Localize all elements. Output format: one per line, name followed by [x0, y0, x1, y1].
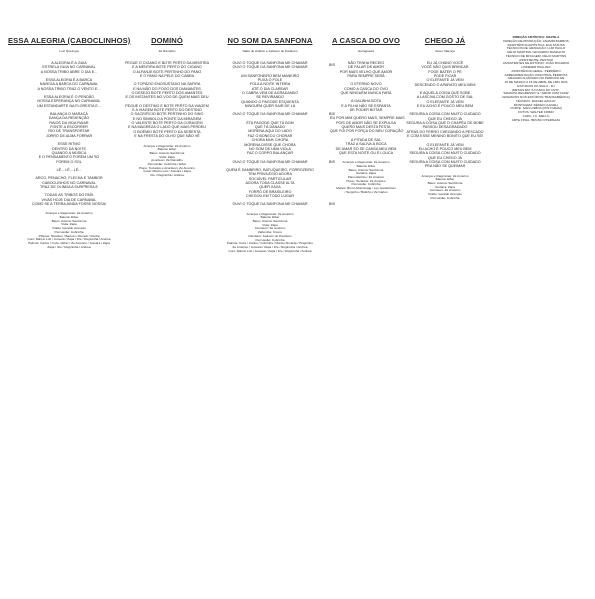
ficha-line: ARTE FINAL: BRUNO OTERNAZA — [511, 117, 561, 122]
lyric-line: A GALINHA BOTA — [350, 99, 382, 104]
credit-line: Palmas: Cuzé / Carlos / Cobrinha / Márcio Almeida / Pinguinho — [227, 241, 313, 246]
lyric-line: QUE ESTA NOITE OU É LOUCA — [338, 150, 394, 155]
song-author: Alceu Valença — [435, 49, 455, 53]
bis-marker: BIS — [329, 63, 335, 67]
lyric-line: E A MENTIRA BOTE PERTO DO CIGANO — [132, 65, 202, 70]
lyric-line: E OS INSTANTES NO VOO DE QUEM MAIS DEU — [125, 95, 209, 100]
lyric-stanza — [330, 138, 402, 155]
credit-line: Guitarra: Zapa — [435, 184, 455, 189]
lyric-stanza — [8, 176, 130, 189]
lyric-line: ESSE RITMO — [57, 142, 81, 147]
lyric-line: UM SANFONEIRO BEM MANEIRO — [240, 73, 300, 78]
credit-line: / Serginho / Bidinho / Zé Carlos — [344, 189, 388, 194]
lyric-line: CHEGOU EM TODO LUGAR — [245, 193, 294, 198]
lyric-line: PEGUE O DESTINO E BOTE PERTO DA VIAGEM — [125, 103, 209, 108]
lyric-line: OUVI O TOQUE DA SANFONA ME CHAMAR — [232, 61, 308, 65]
lyric-line: NINGUÉM QUER SAIR DE LÁ — [244, 104, 296, 109]
ficha-line: "MARCHA REGRESSO" E "AMOR COM CAFÉ" — [502, 91, 570, 96]
lyric-line: E O PENSAMENTO FOREM UM SÓ — [38, 155, 100, 160]
lyric-line: LÊ... LÊ... LÊ... — [56, 167, 82, 172]
credit-line: Zabumba: Cícero — [258, 230, 282, 235]
lyric-line: ESTRELA GUIA NO CARNAVAL — [42, 65, 96, 70]
ficha-line: ASSISTÊNCIA GERAL: PERPÉRIO — [511, 68, 561, 73]
credit-line: Coro: Márcio Lott / Jussara / Zapa / Ilze / Regininha / Andrea — [27, 237, 111, 242]
lyric-line: DE PODER BOTAR — [349, 108, 383, 113]
lyric-line: SEGURA A COISA QUE O CHAPÉU DE BOBE — [406, 121, 484, 126]
lyric-line: E NA MAGREZA O LADO QUE MAIS PERDEU — [128, 125, 206, 130]
lyric-line: E NA MÃO DO FOGO DOS DIAMANTES — [133, 86, 201, 91]
ficha-line: MONTAGEM: SÉRGIO (LEVEL) — [513, 102, 559, 107]
song-title: DOMINÓ — [151, 36, 183, 45]
credit-line: Acordeon: Zé Ramalho — [151, 158, 183, 163]
lyric-line: A LASCIVA COM GOSTO DE SAL — [416, 95, 474, 100]
lyric-line: FOGE BATER O PÉ — [428, 69, 462, 74]
lyric-line: O BOÊMIO BOTE PERTO DA SERESTA — [133, 129, 201, 134]
lyric-line: O TOPÁZIO ENCRUSTADO NA SAFIRA — [133, 82, 201, 87]
lyric-stanza — [215, 121, 325, 156]
lyric-line: MORENA AQUI DO LADO — [248, 129, 292, 134]
ficha-line: ASSISTÊNCIA ARTÍSTICA: EVA STAUSS — [507, 42, 565, 47]
ficha-line: CAPA: J.C. MELLO — [522, 113, 550, 118]
lyric-line: A ALEGRIA É A GUIA — [51, 61, 87, 65]
credit-line: Vocal: Márcio Lott / Jussara / Zapa — [143, 169, 191, 174]
lyric-line: O SACRIFÍCIO BOTE PERTINHO DO SINO — [130, 112, 204, 117]
lyric-stanza — [112, 82, 222, 99]
lyric-line: FOLA A NOITE INTEIRA — [249, 82, 291, 87]
lyric-line: QUERO MAIS DESTA FESTA — [341, 125, 391, 130]
lyric-line: SE REVIRANDO — [256, 95, 284, 100]
ficha-tecnica — [482, 36, 590, 122]
song-lyrics — [112, 61, 222, 139]
lyric-line: E AQUELA COISA QUE SOBE — [419, 91, 471, 96]
lyric-stanza — [215, 202, 335, 207]
lyric-line: CABOCLINHOS NO CARNAVAL — [42, 180, 96, 185]
credit-line: Percussão: Cobrinha — [430, 195, 460, 200]
lyric-line: EU ACHO É POUCO MEU BEM — [418, 146, 472, 151]
credit-line: Arranjos e Regências: Zé Américo — [342, 160, 390, 165]
song-column-3 — [215, 36, 335, 253]
ficha-line: ASSISTENTES DE ESTÚDIO: JOÃO RICARDO — [502, 61, 570, 66]
lyric-line: ESSA ALEGRIA É A BARCA — [45, 78, 93, 83]
lyric-stanza — [400, 112, 490, 138]
lyric-line: VOCÊ NÃO QUIS BRINCAR — [421, 65, 469, 70]
credit-line: Ilze / Regininha / Andrea — [150, 173, 184, 178]
ficha-line: FOTOS: WALTER FIRMO — [518, 110, 554, 114]
song-column-2 — [112, 36, 222, 178]
credit-line: Arranjos e Regências: Zé Américo — [421, 173, 469, 178]
credit-line: Arranjos e Regências: Zé Américo — [45, 211, 93, 216]
credit-line: Zé Américo / Jussara / Zapa / Ilze / Regininha / Andrea — [232, 244, 308, 249]
lyric-line: QUE FOI POR FORÇA DO MEU CORAÇÃO — [330, 129, 404, 134]
song-title: CHEGO JÁ — [424, 36, 466, 45]
lyric-line: E EU ACHO É POUCO MEU BEM — [416, 104, 474, 109]
lyric-line: DANÇA DA REDENÇÃO — [48, 116, 90, 121]
ficha-line: TÉCNICO: RAFAEL AZULAY — [516, 98, 556, 103]
credit-line: Viola: Zapa — [159, 154, 175, 159]
lyric-line: O VALENTE BOTE PERTO DA CORAGEM — [131, 121, 203, 126]
lyric-line: PEGUE O CIGANO E BOTE PERTO DA MENTIRA — [124, 61, 210, 65]
lyric-line: COMO SE A TERRA AINDA FOSSE NOSSA! — [31, 201, 107, 206]
lyric-line: O ALFANJE BOTE PERTINHO DO PANO — [132, 69, 202, 74]
ficha-line: ARREGIMENTAÇÃO: PASCHOAL PERROTA — [504, 72, 568, 77]
lyric-line: DE AMAR SÓ SE CANSA MEU BEM — [335, 146, 397, 151]
credit-line: Arranjos e Regências: Zé Américo — [143, 143, 191, 148]
credit-line: Coro: Márcio Lott / Jussara / Zapa / Ilze / Regininha / Andrea — [228, 248, 312, 253]
song-author: Zé Ramalho — [158, 49, 176, 53]
lyric-line: SOCIÁVEL PARTICULAR — [248, 176, 292, 181]
lyric-line: EU JÁ CHANO VOCÊ — [426, 61, 464, 65]
credit-line: Bateria: Elber — [260, 215, 280, 220]
ficha-line: ASSISTENTE: PESTOR — [519, 57, 553, 62]
ficha-line: GRAVADOS NOS ESTÚDIOS TRANSAMÉRICA) — [502, 95, 570, 99]
song-credits — [400, 175, 490, 201]
song-author: Luiz Queiroga — [59, 49, 79, 53]
lyric-stanza — [215, 159, 335, 164]
lyric-line: QUE TÁ DANADO — [254, 125, 286, 130]
lyric-line: JORRO DE ALMA FORRAR — [45, 133, 93, 138]
ficha-line: CÉLIO MARTINS / EDUARDO RAMALHO — [506, 50, 566, 54]
credit-line: Pandeiro: Jackson do Pandeiro — [248, 233, 292, 238]
credit-line: Percussão: Cobrinha — [54, 229, 84, 234]
lyric-line: FORRÓ DE BRASILEIRO — [248, 189, 292, 194]
credit-line: Piano, Teclados e Acordeon: Zé Américo — [139, 165, 195, 170]
lyric-line: VIVAS HOJE DIA DE CARNAVAL — [41, 197, 97, 202]
lyric-line: E COM ESSE MENINO BONITO QUE EU SEI — [407, 134, 483, 139]
lyric-line: DESCENDO O APARATO MEU BEM — [414, 82, 476, 87]
lyric-stanza — [400, 61, 490, 87]
ficha-line: TÉCNICOS DE GRAVAÇÃO: LUIZ PAULO — [506, 46, 566, 51]
lyric-stanza — [112, 61, 222, 78]
lyric-line: FONTE A ESCORRER — [50, 125, 88, 130]
lyric-stanza — [215, 74, 325, 109]
credit-line: Baixo: Antonio Sant'Anna — [252, 219, 288, 224]
lyric-line: QUANDO O PAGODE ESQUENTA — [241, 99, 299, 104]
bis-marker: BIS — [329, 202, 335, 207]
lyric-line: PRA NÃO SE QUEIMAR — [424, 164, 466, 169]
lyric-line: NAVEGA A BARCA DO CARNAVAL — [39, 82, 99, 87]
song-author: Nabé do Acáfico e Jackson do Pandeiro — [242, 49, 298, 53]
lyric-line: ESSA ALEGRIA É O PENDÃO — [43, 95, 95, 100]
song-lyrics — [400, 61, 490, 169]
lyric-line: A NOSSA TRIBO ABRE O DIA E... — [40, 69, 98, 74]
lyric-line: BALANÇA O MARACÁ — [50, 112, 88, 117]
lyric-line: TODAS AS TRIBOS DO PAÍS — [44, 193, 94, 198]
lyric-line: QUE EU CHEGO JÁ — [427, 116, 462, 121]
bis-marker: BIS — [329, 159, 335, 164]
lyric-line: ARCO, PENACHO, FLECHA E TAMBOR — [35, 176, 103, 181]
song-title: NO SOM DA SANFONA — [227, 36, 313, 45]
lyric-line: TRAZ DE OLINDA A SURPRESA E — [40, 184, 98, 189]
lyric-stanza — [330, 61, 402, 78]
lyric-line: DENTRO DA NOITE — [52, 146, 86, 151]
ficha-line: GRAVADO E MIXADO NO PERÍODO DE — [507, 76, 565, 81]
lyric-line: CHORA MUK CHORA — [251, 138, 289, 143]
lyric-line: E A FILHA NÃO SE ESPANTA — [341, 103, 391, 108]
song-credits — [8, 212, 130, 249]
credit-line: Acordeon: Zé Américo — [429, 188, 461, 193]
lyric-line: O ELEFANTE JÁ VEM — [426, 142, 464, 147]
song-lyrics — [215, 61, 335, 207]
lyric-line: TRAZ A SALIVA À BOCA — [345, 142, 387, 147]
credit-line: Violão: Geraldo Azevedo — [428, 192, 462, 197]
lyric-line: ATRÁS DO FERRO CHEGANDO A PESCADO — [406, 129, 484, 134]
lyric-line: POIS DE AMOR NÃO SE EXPULSA — [336, 120, 396, 125]
lyric-line: E O PANO NA PELE DO CABRA — [139, 74, 195, 79]
lyric-line: PODE FICAR — [433, 74, 457, 79]
credit-line: Arranjos e Regências: Zé Américo — [246, 211, 294, 216]
lyric-line: ÉTA PAGODE QUE TÁ BOM — [246, 120, 294, 125]
lyric-line: FAZ O CORPO BALANÇAR — [246, 151, 294, 156]
lyric-stanza — [400, 91, 490, 108]
song-credits — [215, 213, 325, 254]
credit-line: Percussão: Cobrinha / Elber — [147, 162, 187, 167]
lyric-line: PASSOU DESAGRADADO — [422, 125, 468, 130]
lyric-line: COMO A CASCA DO OVO — [344, 86, 388, 91]
song-credits — [330, 161, 402, 194]
lyric-line: TEM PRIVILÉGIO AGORA — [248, 172, 292, 177]
lyric-stanza — [330, 82, 402, 95]
lyric-line: QUE EU CHEGO JÁ — [427, 155, 462, 160]
lyric-line: E A VIAGEM BOTE PERTO DO DESTINO — [132, 108, 202, 113]
lyric-line: RIO DE TRANSPORTAR — [48, 129, 90, 134]
lyric-line: MORENA DISSE QUE CHORA — [244, 142, 296, 147]
credit-line: Zapa / Ilze / Regininha / Andrea — [47, 244, 91, 249]
lyric-stanza — [330, 99, 402, 112]
lyric-line: O DESEJO BOTE PERTO DOS AMANTES — [131, 91, 203, 96]
lyric-line: SEGURA A COISA COM MUITO CUIDADO — [409, 151, 481, 156]
lyric-line: PARA SEMPRE SERÁ — [347, 74, 385, 79]
lyric-line: EU POR MIM QUERO MAIS, SEMPRE MAIS — [330, 116, 405, 121]
lyric-line: O ELEFANTE JÁ VEM — [426, 99, 464, 104]
credit-line: Guitarra: Zapa — [356, 171, 376, 176]
credit-line: Baixo: Antonio Sant'Anna — [51, 218, 87, 223]
lyric-line: DE FALAR DE AMOR — [348, 65, 384, 70]
song-author: Guriagueira — [357, 49, 375, 53]
credit-line: Metais: Bruno Moriscoaja / Leo Gandelman — [336, 186, 396, 191]
lyric-line: SEGURA A COISA COM MUITO CUIDADO — [409, 159, 481, 164]
lyric-line: QUEM É SAMBEIRO, BATUQUEIRO, FORROZEIRO — [226, 167, 314, 172]
credit-line: Bateria: Elber — [435, 177, 455, 182]
lyric-line: O CABRA VEM DE AGRADANDO — [241, 91, 299, 96]
lyric-line: QUANDO A MÚSICA — [51, 150, 87, 155]
lyric-stanza — [215, 61, 335, 70]
lyric-line: AGORA TODA CLASSE ALTA — [245, 180, 295, 185]
credit-line: Baixo: Antonio Sant'Anna — [149, 150, 185, 155]
credit-line: Bateria: Elber — [356, 163, 376, 168]
lyric-stanza — [112, 104, 222, 139]
credit-line: Acordeon: Zé Américo — [254, 226, 286, 231]
ficha-line: LINDEMIR PAULINO — [521, 65, 551, 69]
lyric-line: O ELEFANTE JÁ VEM — [426, 78, 464, 83]
bis-marker: BIS — [329, 112, 335, 117]
credit-line: Piano, Teclados: Zé Américo — [346, 178, 386, 183]
song-title: ESSA ALEGRIA (CABOCLINHOS) — [8, 36, 131, 45]
lyric-line: E NO SÍMBOLO A PONTE DA MIRAGEM — [132, 116, 202, 121]
ficha-line: (METAIS EM "A CASCA DO OVO", — [511, 87, 561, 92]
credit-line: Violão: Geraldo Azevedo — [52, 226, 86, 231]
credit-line: Palmas: Carlos / Cuzé / Elber / Zé Américo / Jussara / Zapa — [28, 240, 110, 245]
ficha-line: ESTÚDIOS DA SIGLA - RJ — [517, 83, 555, 88]
song-lyrics — [330, 61, 405, 155]
lyric-line: ATÉ O DIA CLAREAR — [251, 86, 289, 91]
lyric-stanza — [400, 143, 490, 169]
song-credits — [112, 145, 222, 178]
lyric-line: POR MAIS VELHO QUE AMOR — [339, 69, 393, 74]
lyric-stanza — [215, 168, 325, 198]
lyric-line: A PITADA DE SAL — [350, 137, 382, 142]
credit-line: Piano Elétrico: Zé Américo — [347, 175, 385, 179]
ficha-line: DIREÇÃO DE PRODUÇÃO: ANAMIR BARROS — [503, 38, 569, 43]
lyric-line: OUVI O TOQUE DA SANFONA ME CHAMAR — [232, 159, 308, 164]
ficha-line: 15 DE MARÇO A 15 DE ABRIL DE 1981 NOS — [504, 80, 568, 84]
lyric-line: PUXA O FOLE — [257, 78, 283, 83]
ficha-line: CORTE: IVAN LISBOA (POLYGRAM) — [510, 106, 562, 111]
song-column-5 — [400, 36, 490, 200]
song-title: A CASCA DO OVO — [332, 36, 400, 45]
ficha-line: TÉCNICO DE MIXAGEM: CÉLIO MARTINS — [505, 53, 567, 58]
lyric-line: FAZ O BONECO CHORAR — [247, 133, 293, 138]
ficha-line: DIREÇÃO ARTÍSTICA: MAZOLA — [512, 35, 560, 39]
lyric-line: RAIOS DA VIDA RAIAR — [49, 120, 89, 125]
lyric-line: O ETERNO NOVO — [350, 82, 382, 87]
credit-line: Pífanos: Hamilton / Barreto / Rozedi / Rocha — [38, 233, 100, 238]
lyric-line: OUVI O TOQUE DA SANFONA ME CHAMAR — [232, 112, 308, 117]
lyric-line: NO SOM DE UMA VIOLA — [248, 146, 291, 151]
lyric-line: QUE NINGUÉM NUNCA FARÁ — [340, 91, 392, 96]
credit-line: Viola: Zapa — [61, 222, 77, 227]
lyric-line: E NA FRESTA DO OLHO QUE NÃO VÊ — [134, 134, 200, 139]
lyric-line: NOSSA ESPERANÇA NO CARNAVAL — [37, 99, 101, 104]
lyric-line: NÃO TENHA RECEIO — [347, 61, 385, 65]
lyric-line: A NOSSA TRIBO TRAZ O VENTO E... — [37, 86, 101, 91]
lyric-line: OUVI O TOQUE DA SANFONA ME CHAMAR — [232, 65, 308, 70]
lyric-line: OUVI O TOQUE DA SANFONA ME CHAMAR — [232, 202, 308, 207]
lyric-line: QUER XAXA — [259, 185, 281, 190]
credit-line: Viola: Zapa — [262, 222, 278, 227]
lyric-line: FOREM O SOL — [56, 159, 82, 164]
lyric-line: SEGURA A COISA COM MUITO CUIDADO — [409, 112, 481, 117]
credit-line: Percussão: Cobrinha — [351, 182, 381, 187]
credit-line: Bateria: Elber — [59, 214, 79, 219]
lyric-stanza — [215, 112, 335, 117]
song-column-4 — [330, 36, 405, 195]
credit-line: Baixo: Antonio Sant'Anna — [427, 180, 463, 185]
lyric-stanza — [8, 193, 130, 206]
lyric-line: UM ESTANDARTE NA FLORESTA E... — [37, 103, 101, 108]
credit-line: Baixo: Antonio Sant'Anna — [348, 167, 384, 172]
credit-line: Bateria: Elber — [157, 147, 177, 152]
credit-line: Percussão: Cobrinha — [255, 237, 285, 242]
lyric-stanza — [330, 116, 405, 134]
